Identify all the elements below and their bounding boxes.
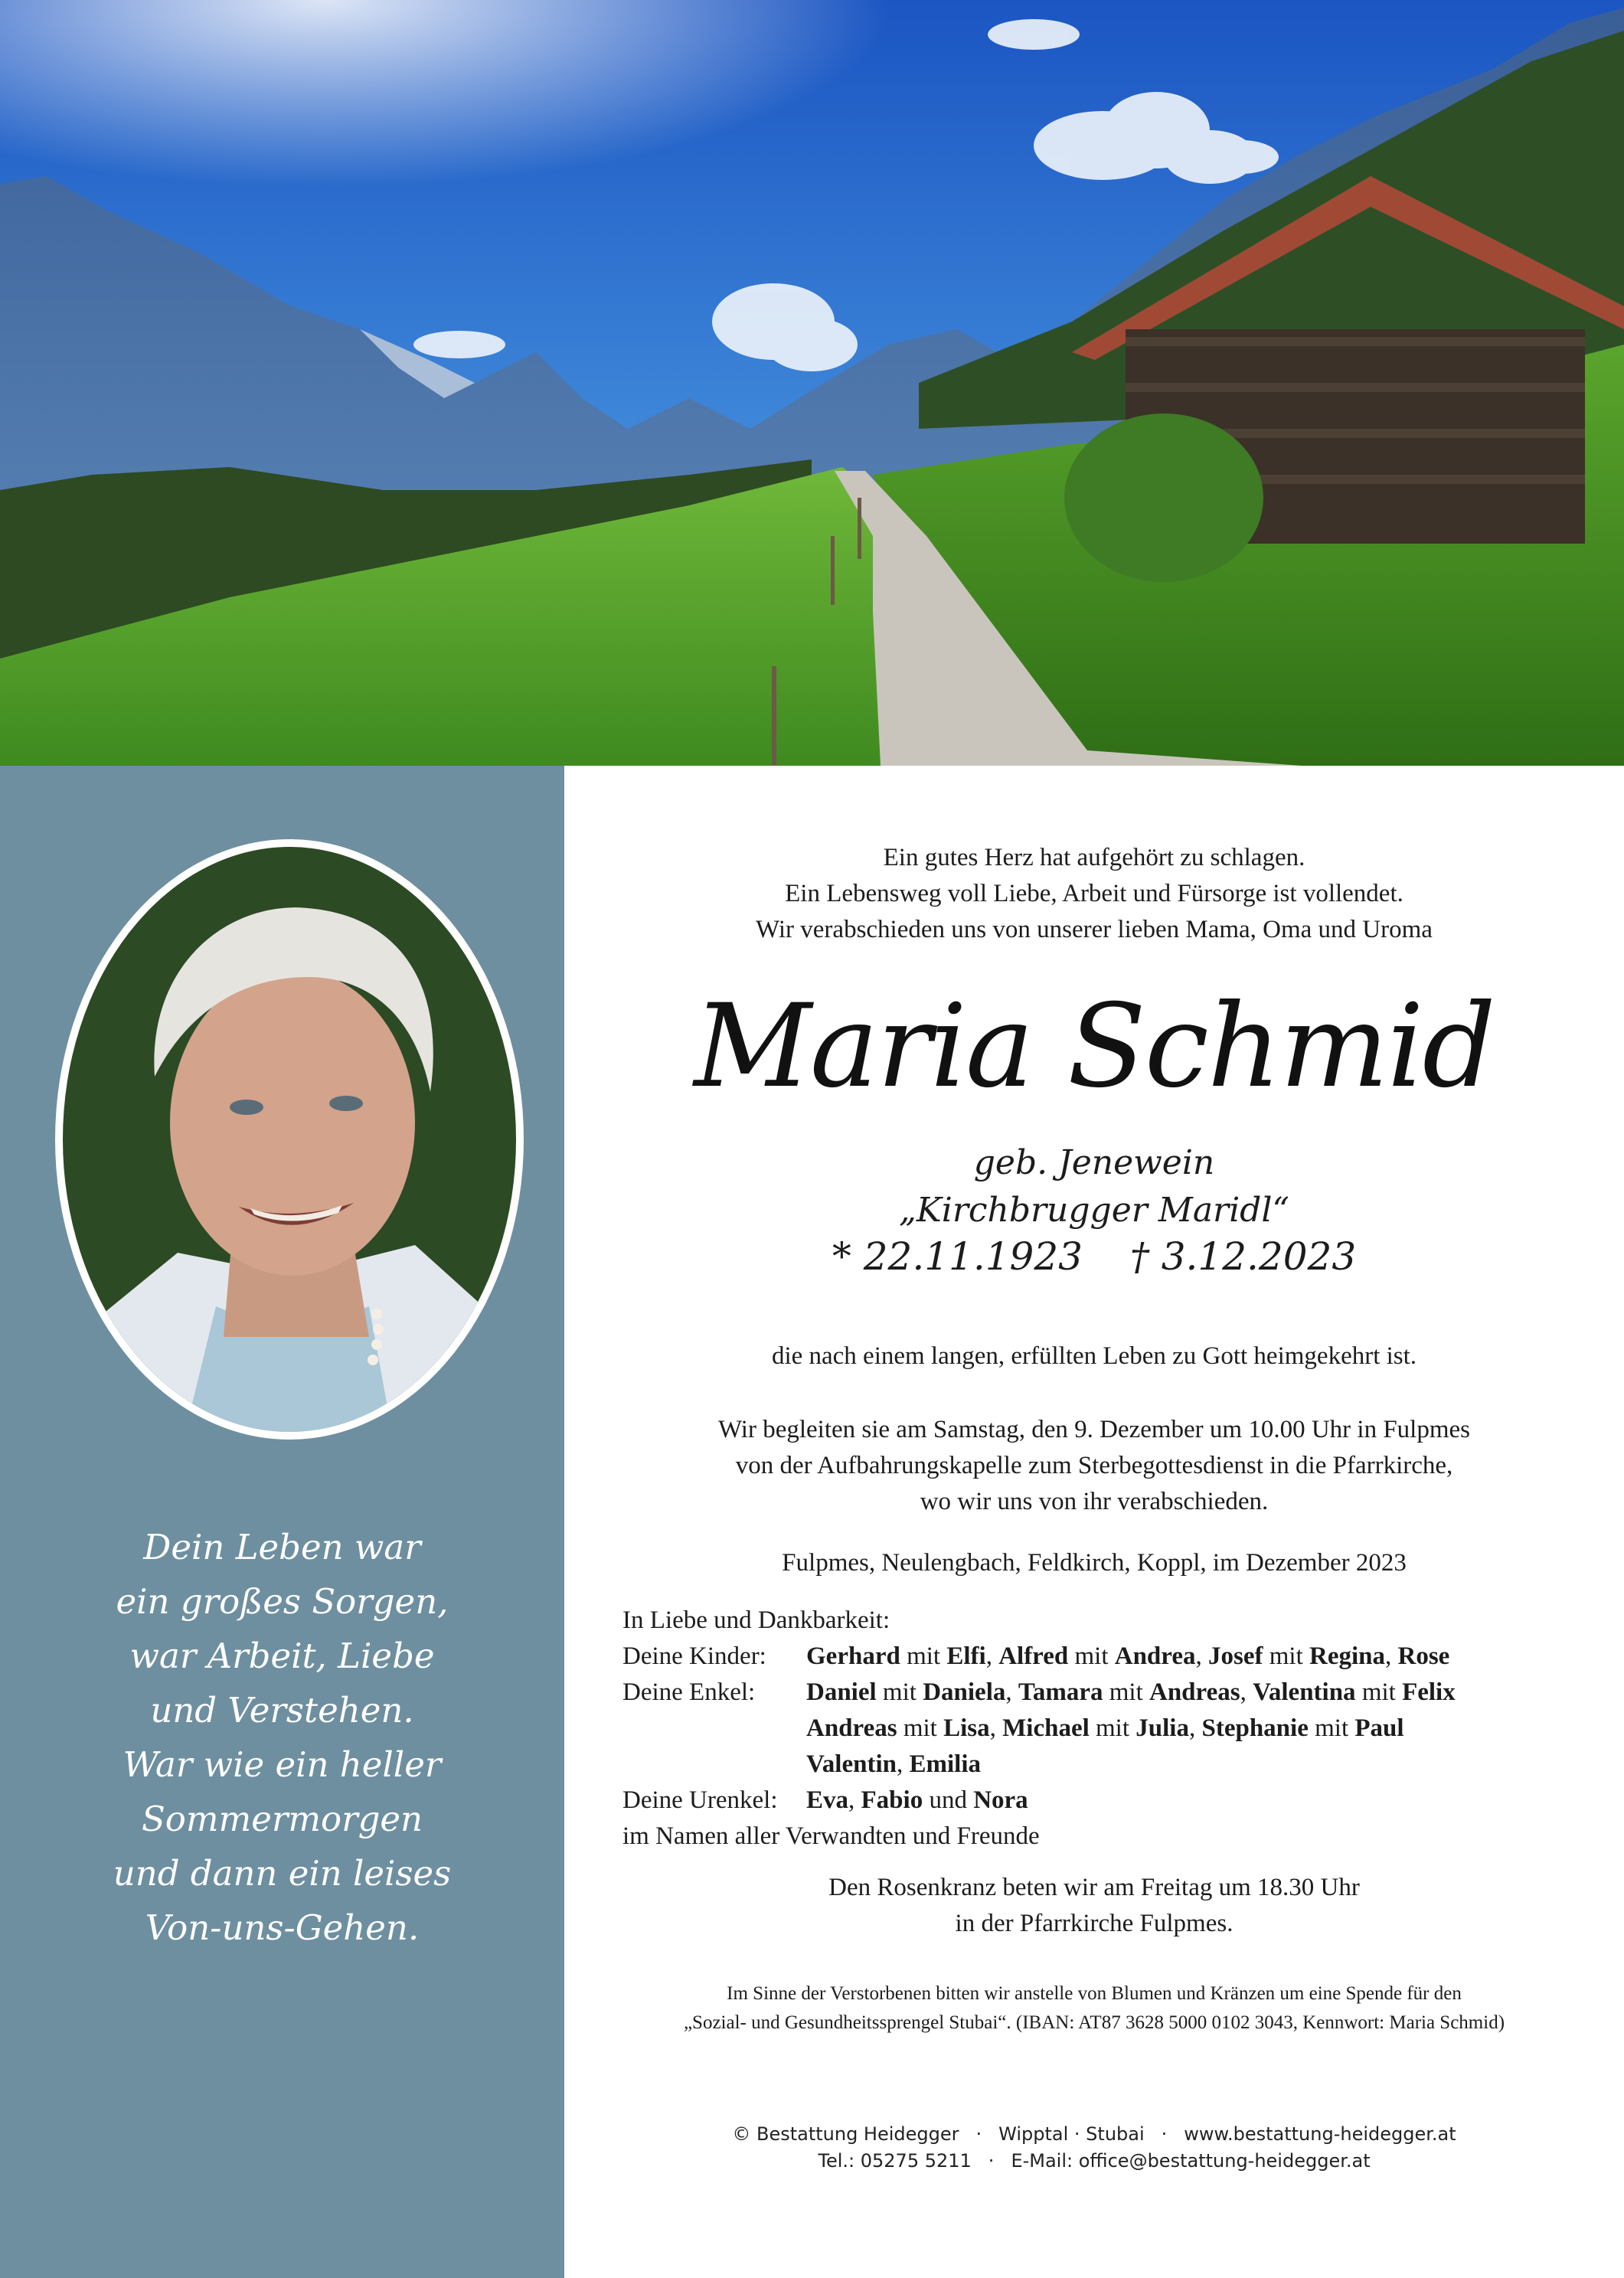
- footer-email-link[interactable]: E-Mail: office@bestattung-heidegger.at: [1011, 2150, 1371, 2172]
- poem-line: Von-uns-Gehen.: [145, 1907, 420, 1948]
- obituary-text: [564, 766, 1624, 2278]
- poem-line: Dein Leben war: [143, 1527, 421, 1567]
- rosary-line: Den Rosenkranz beten wir am Freitag um 18.30 Uhr: [828, 1874, 1360, 1901]
- poem-line: Sommermorgen: [141, 1799, 423, 1839]
- connector: mit: [1361, 1678, 1396, 1706]
- family-name: Valentin: [806, 1750, 897, 1778]
- landscape-photo: [0, 0, 1624, 766]
- footer-region: Wipptal · Stubai: [998, 2123, 1145, 2145]
- connector: mit: [1074, 1642, 1109, 1670]
- family-name: Andrea: [1114, 1642, 1196, 1670]
- poem-line: war Arbeit, Liebe: [129, 1636, 435, 1676]
- family-enkel-row-continued: Valentin, Emilia: [806, 1750, 981, 1778]
- donation-line: Im Sinne der Verstorbenen bitten wir anstelle von Blumen und Kränzen um eine Spende für den: [727, 1983, 1462, 2004]
- urenkel-label: Deine Urenkel:: [622, 1786, 778, 1814]
- family-name: Andreas: [806, 1714, 897, 1742]
- intro-line: Wir verabschieden uns von unserer lieben Mama, Oma und Uroma: [756, 916, 1433, 943]
- family-name: Rose: [1397, 1642, 1450, 1670]
- family-heading: In Liebe und Dankbarkeit:: [622, 1606, 890, 1634]
- family-list: [622, 1603, 1618, 1855]
- connector: mit: [1315, 1714, 1349, 1742]
- poem-line: und Verstehen.: [150, 1690, 414, 1731]
- family-name: Michael: [1002, 1714, 1090, 1742]
- family-name: Regina: [1309, 1642, 1385, 1670]
- heimgekehrt-line: die nach einem langen, erfüllten Leben zu Gott heimgekehrt ist.: [771, 1342, 1417, 1370]
- family-name: Julia: [1135, 1714, 1189, 1742]
- family-name: Emilia: [909, 1750, 981, 1778]
- deceased-name: Maria Schmid: [694, 980, 1495, 1113]
- family-enkel-row-continued: Andreas mit Lisa, Michael mit Julia, Stephanie mit Paul: [806, 1714, 1404, 1742]
- family-urenkel-row: Deine Urenkel: Eva, Fabio und Nora: [622, 1783, 1618, 1819]
- family-name: Eva: [806, 1786, 849, 1814]
- kinder-label: Deine Kinder:: [622, 1642, 766, 1670]
- family-closing: im Namen aller Verwandten und Freunde: [622, 1822, 1040, 1850]
- family-name: Paul: [1354, 1714, 1404, 1742]
- death-date: † 3.12.2023: [1129, 1234, 1357, 1279]
- connector: mit: [1269, 1642, 1303, 1670]
- birth-name: geb. Jenewein: [973, 1143, 1215, 1182]
- connector: mit: [903, 1714, 937, 1742]
- family-name: Gerhard: [806, 1642, 900, 1670]
- family-name: Alfred: [998, 1642, 1069, 1670]
- family-name: Nora: [973, 1786, 1028, 1814]
- family-name: Lisa: [943, 1714, 990, 1742]
- donation-line: „Sozial- und Gesundheitssprengel Stubai“. (IBAN: AT87 3628 5000 0102 3043, Kennwort: Maria Schmid): [683, 2012, 1505, 2033]
- enkel-label: Deine Enkel:: [622, 1678, 756, 1706]
- connector: mit: [1096, 1714, 1130, 1742]
- family-name: Andreas: [1149, 1678, 1240, 1706]
- connector: und: [929, 1786, 967, 1814]
- life-dates: [564, 1233, 1624, 1280]
- family-name: Josef: [1208, 1642, 1263, 1670]
- intro-text: [564, 840, 1624, 948]
- intro-line: Ein gutes Herz hat aufgehört zu schlagen.: [883, 844, 1305, 871]
- birth-name-block: [564, 1139, 1624, 1234]
- sidebar-panel: [0, 766, 564, 2278]
- funeral-home-footer: [564, 2121, 1624, 2175]
- poem-line: ein großes Sorgen,: [116, 1581, 449, 1622]
- family-kinder-row: Deine Kinder: Gerhard mit Elfi, Alfred mit Andrea, Josef mit Regina, Rose: [622, 1639, 1618, 1675]
- connector: mit: [882, 1678, 917, 1706]
- family-name: Daniel: [806, 1678, 877, 1706]
- funeral-info: [564, 1412, 1624, 1520]
- footer-company: © Bestattung Heidegger: [732, 2123, 959, 2145]
- funeral-line: wo wir uns von ihr verabschieden.: [920, 1488, 1269, 1515]
- family-name: Fabio: [861, 1786, 923, 1814]
- footer-separator: ·: [975, 2123, 982, 2145]
- family-name: Tamara: [1018, 1678, 1103, 1706]
- footer-website-link[interactable]: www.bestattung-heidegger.at: [1184, 2123, 1456, 2145]
- donation-note: [564, 1979, 1624, 2038]
- funeral-line: Wir begleiten sie am Samstag, den 9. Dezember um 10.00 Uhr in Fulpmes: [717, 1416, 1471, 1443]
- connector: mit: [1109, 1678, 1143, 1706]
- intro-line: Ein Lebensweg voll Liebe, Arbeit und Fürsorge ist vollendet.: [785, 880, 1403, 907]
- portrait-frame: [55, 839, 524, 1440]
- family-name: Stephanie: [1201, 1714, 1309, 1742]
- footer-phone: Tel.: 05275 5211: [818, 2150, 972, 2172]
- family-name: Felix: [1402, 1678, 1456, 1706]
- places-date-line: Fulpmes, Neulengbach, Feldkirch, Koppl, im Dezember 2023: [782, 1549, 1407, 1577]
- footer-separator: ·: [1161, 2123, 1168, 2145]
- connector: mit: [907, 1642, 941, 1670]
- nickname: „Kirchbrugger Maridl“: [899, 1191, 1289, 1230]
- family-enkel-row: Deine Enkel: Daniel mit Daniela, Tamara mit Andreas, Valentina mit Felix: [622, 1675, 1618, 1711]
- rosary-line: in der Pfarrkirche Fulpmes.: [955, 1910, 1234, 1937]
- memorial-poem: [0, 1520, 564, 1955]
- family-name: Elfi: [946, 1642, 986, 1670]
- family-name: Valentina: [1253, 1678, 1356, 1706]
- footer-separator: ·: [988, 2150, 995, 2172]
- rosary-info: [564, 1870, 1624, 1942]
- funeral-line: von der Aufbahrungskapelle zum Sterbegottesdienst in die Pfarrkirche,: [735, 1452, 1453, 1479]
- portrait-photo: [63, 847, 516, 1432]
- birth-date: * 22.11.1923: [832, 1234, 1083, 1279]
- poem-line: und dann ein leises: [113, 1853, 452, 1894]
- family-name: Daniela: [923, 1678, 1006, 1706]
- poem-line: War wie ein heller: [123, 1744, 442, 1785]
